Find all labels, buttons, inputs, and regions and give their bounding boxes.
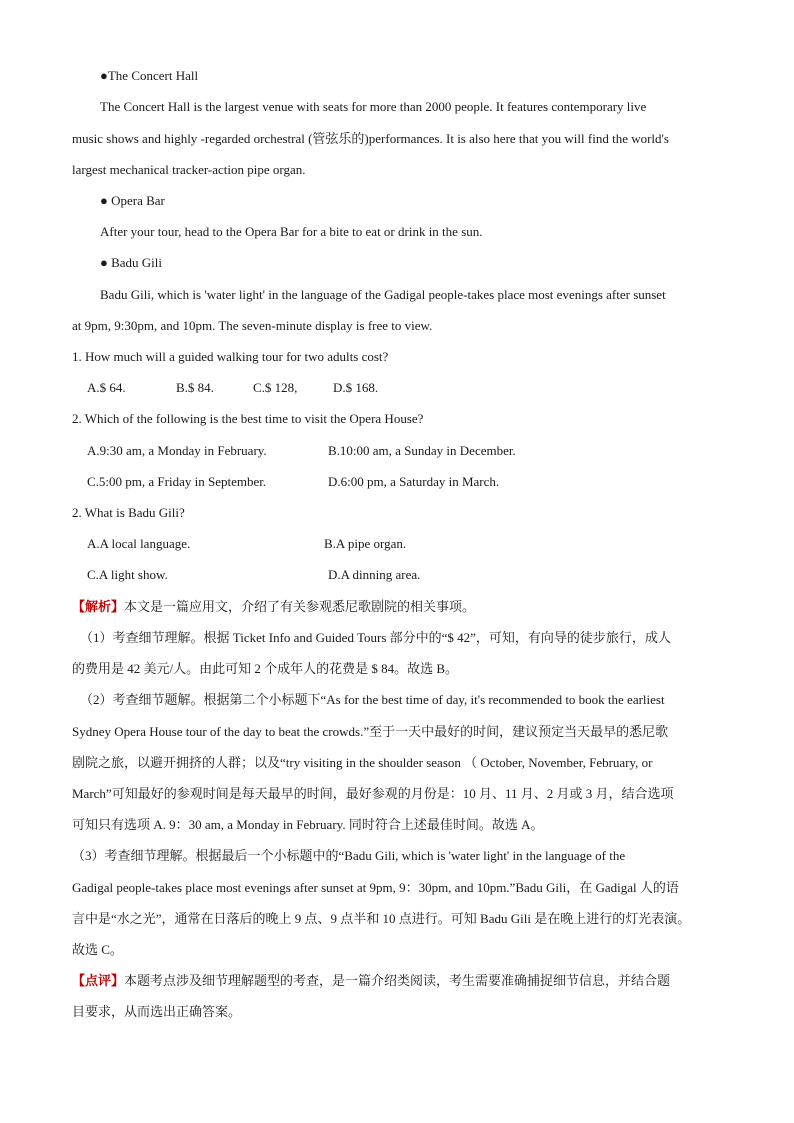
- analysis-tag: 【解析】: [72, 599, 125, 614]
- opera-bar-heading: ● Opera Bar: [100, 193, 165, 208]
- question-option: B.10:00 am, a Sunday in December.: [328, 443, 516, 458]
- analysis-text-line: 剧院之旅，以避开拥挤的人群；以及“try visiting in the shoulder season （ October, November, February, or: [72, 755, 653, 770]
- question-option: B.$ 84.: [176, 380, 214, 395]
- question-stem: 2. Which of the following is the best time to visit the Opera House?: [72, 411, 424, 426]
- concert-hall-heading: ●The Concert Hall: [100, 68, 199, 83]
- question-option: C.$ 128,: [253, 380, 298, 395]
- question-option: D.A dinning area.: [328, 567, 421, 582]
- analysis-text-line: Sydney Opera House tour of the day to beat the crowds.”至于一天中最好的时间，建议预定当天最早的悉尼歌: [72, 724, 669, 739]
- comment-text: 本题考点涉及细节理解题型的考查，是一篇介绍类阅读，考生需要准确捕捉细节信息，并结合题: [124, 973, 671, 988]
- analysis-text-line: 言中是“水之光”，通常在日落后的晚上 9 点、9 点半和 10 点进行。可知 Badu Gili 是在晚上进行的灯光表演。: [72, 911, 691, 926]
- analysis-text-line: Gadigal people-takes place most evenings after sunset at 9pm, 9：30pm, and 10pm.”Badu Gili，在 Gadigal 人的语: [72, 880, 679, 895]
- analysis-text-line: （3）考查细节理解。根据最后一个小标题中的“Badu Gili, which is 'water light' in the language of the: [72, 848, 626, 863]
- analysis-text-line: March”可知最好的参观时间是每天最早的时间，最好参观的月份是：10 月、11 月、2 月或 3 月，结合选项: [72, 786, 674, 801]
- concert-hall-text-line: The Concert Hall is the largest venue with seats for more than 2000 people. It features contemporary live: [100, 99, 647, 114]
- question-option: A.9:30 am, a Monday in February.: [87, 443, 267, 458]
- analysis-text-line: （1）考查细节理解。根据 Ticket Info and Guided Tours 部分中的“$ 42”，可知，有向导的徒步旅行，成人: [80, 630, 671, 645]
- comment-tag: 【点评】: [72, 973, 125, 988]
- question-option: D.6:00 pm, a Saturday in March.: [328, 474, 500, 489]
- question-stem: 1. How much will a guided walking tour for two adults cost?: [72, 349, 389, 364]
- badu-gili-text-line: Badu Gili, which is 'water light' in the language of the Gadigal people-takes place most evenings after sunset: [100, 287, 666, 302]
- analysis-text-line: （2）考查细节题解。根据第二个小标题下“As for the best time of day, it's recommended to book the earliest: [80, 692, 665, 707]
- question-option: B.A pipe organ.: [324, 536, 407, 551]
- comment-line: [72, 972, 670, 990]
- question-stem: 2. What is Badu Gili?: [72, 505, 185, 520]
- badu-gili-text-line: at 9pm, 9:30pm, and 10pm. The seven-minute display is free to view.: [72, 318, 433, 333]
- question-option: D.$ 168.: [333, 380, 379, 395]
- opera-bar-text-line: After your tour, head to the Opera Bar for a bite to eat or drink in the sun.: [100, 224, 483, 239]
- analysis-text-line: 的费用是 42 美元/人。由此可知 2 个成年人的花费是 $ 84。故选 B。: [72, 661, 459, 676]
- question-option: C.A light show.: [87, 567, 168, 582]
- concert-hall-text-line: largest mechanical tracker-action pipe organ.: [72, 162, 306, 177]
- analysis-text-line: 故选 C。: [72, 942, 123, 957]
- comment-text-line: 目要求，从而选出正确答案。: [72, 1004, 242, 1019]
- analysis-intro: 本文是一篇应用文，介绍了有关参观悉尼歌剧院的相关事项。: [124, 599, 476, 614]
- question-option: A.$ 64.: [87, 380, 126, 395]
- analysis-intro-line: [72, 598, 475, 616]
- badu-gili-heading: ● Badu Gili: [100, 255, 163, 270]
- concert-hall-text-line: music shows and highly -regarded orchestral (管弦乐的)performances. It is also here that you will find the world's: [72, 131, 669, 146]
- question-option: A.A local language.: [87, 536, 191, 551]
- analysis-text-line: 可知只有选项 A. 9：30 am, a Monday in February. 同时符合上述最佳时间。故选 A。: [72, 817, 544, 832]
- question-option: C.5:00 pm, a Friday in September.: [87, 474, 267, 489]
